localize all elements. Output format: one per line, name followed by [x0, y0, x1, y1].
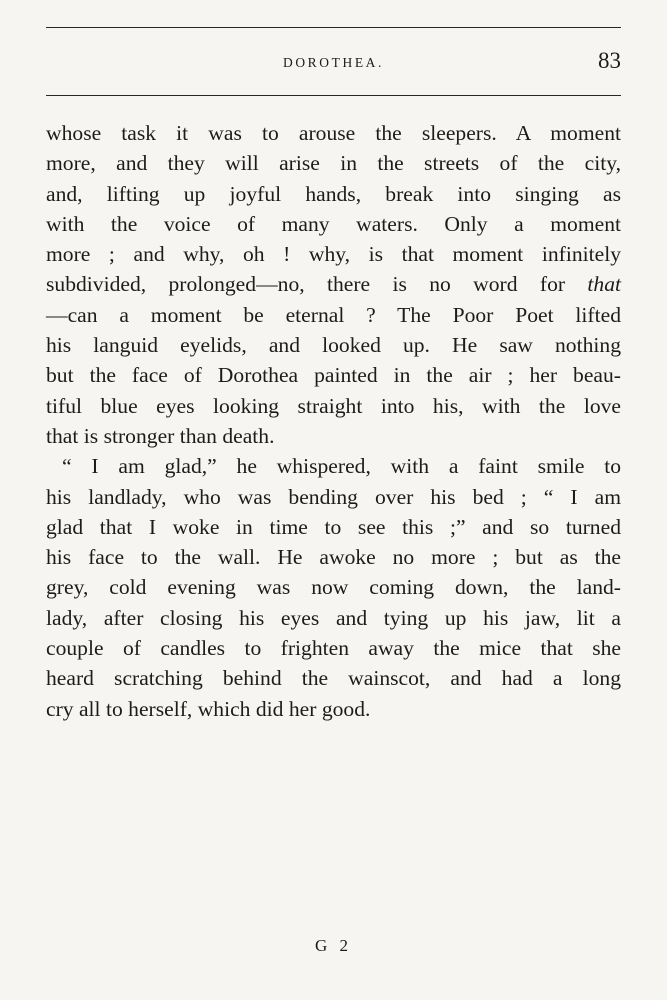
text-line: his landlady, who was bending over his bed ; “ I am: [46, 484, 621, 509]
text-line: cry all to herself, which did her good.: [46, 696, 371, 721]
text-line: his face to the wall. He awoke no more ; but as the: [46, 545, 621, 570]
text-line: tiful blue eyes looking straight into his, with the love: [46, 393, 621, 418]
text-line: glad that I woke in time to see this ;” and so turned: [46, 514, 621, 539]
italic-word: that: [587, 272, 621, 297]
text-line: whose task it was to arouse the sleepers. A moment: [46, 121, 621, 145]
text-line: heard scratching behind the wainscot, and had a long: [46, 666, 621, 691]
body-text: [46, 118, 621, 724]
text-line: that is stronger than death.: [46, 423, 275, 448]
text-line: —can a moment be eternal ? The Poor Poet lifted: [46, 302, 621, 327]
text-line: more ; and why, oh ! why, is that moment infinitely: [46, 242, 621, 267]
text-line: grey, cold evening was now coming down, the land-: [46, 575, 621, 600]
text-line: [46, 269, 621, 299]
signature-mark: G 2: [314, 936, 353, 955]
text-line: couple of candles to frighten away the mice that she: [46, 636, 621, 661]
running-head: [46, 48, 621, 76]
text-line: more, and they will arise in the streets of the city,: [46, 151, 621, 176]
text-line: but the face of Dorothea painted in the air ; her beau-: [46, 363, 621, 388]
running-title: DOROTHEA.: [282, 55, 385, 70]
text-line: “ I am glad,” he whispered, with a faint smile to: [62, 454, 621, 479]
text-line: lady, after closing his eyes and tying up his jaw, lit a: [46, 605, 621, 630]
text-line-segment: subdivided, prolonged—no, there is no word for: [46, 272, 588, 297]
page-number: 83: [598, 48, 621, 73]
header-top-rule: [46, 27, 621, 28]
text-line: and, lifting up joyful hands, break into singing as: [46, 181, 621, 206]
header-bottom-rule: [46, 95, 621, 96]
text-line: his languid eyelids, and looked up. He saw nothing: [46, 333, 621, 358]
text-line: with the voice of many waters. Only a moment: [46, 211, 621, 236]
